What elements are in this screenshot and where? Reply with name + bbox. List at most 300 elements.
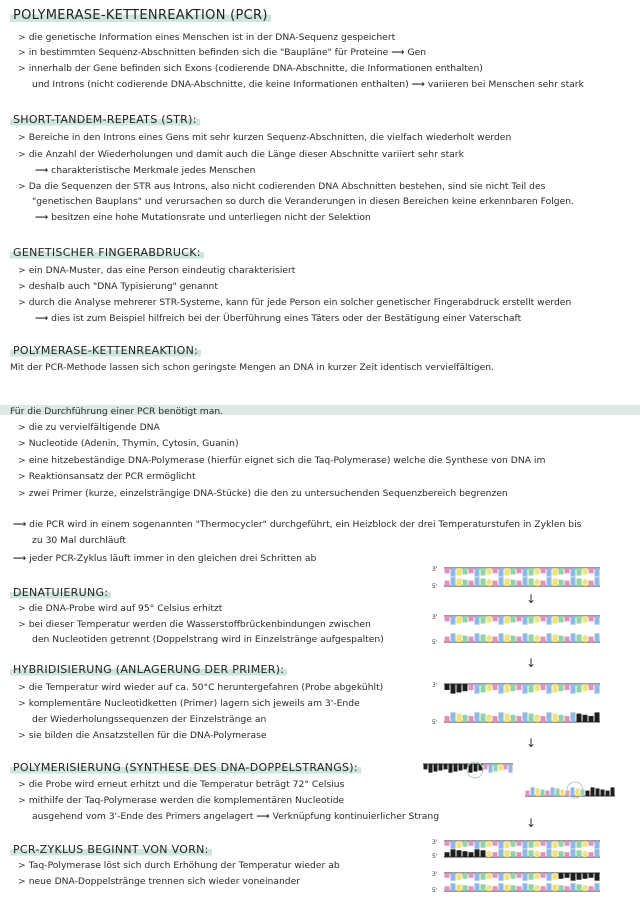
nucleotide-bar (469, 886, 474, 891)
list-item: > in bestimmten Sequenz-Abschnitten befinden sich die "Baupläne" für Proteine ⟶ Gen (18, 47, 427, 58)
nucleotide-bar (445, 637, 450, 642)
nucleotide-bar (565, 852, 570, 857)
nucleotide-bar (499, 883, 504, 891)
nucleotide-bar (595, 568, 600, 577)
nucleotide-bar (565, 684, 570, 690)
nucleotide-bar (546, 791, 550, 796)
nucleotide-bar (523, 849, 528, 857)
nucleotide-bar (553, 841, 558, 848)
nucleotide-bar (523, 568, 528, 577)
nucleotide-bar (517, 616, 522, 621)
nucleotide-bar (535, 873, 540, 879)
nucleotide-bar (547, 684, 552, 694)
list-item: > Taq-Polymerase löst sich durch Erhöhung der Temperatur wieder ab (18, 860, 340, 871)
nucleotide-bar (589, 841, 594, 846)
strand-end-label: 3' (432, 566, 438, 573)
nucleotide-bar (469, 637, 474, 642)
nucleotide-bar (445, 581, 450, 586)
nucleotide-bar (583, 616, 588, 622)
nucleotide-bar (487, 841, 492, 847)
nucleotide-bar (481, 634, 486, 642)
nucleotide-bar (463, 851, 468, 857)
nucleotide-bar (535, 636, 540, 642)
nucleotide-bar (474, 764, 478, 772)
nucleotide-bar (541, 568, 546, 573)
nucleotide-bar (487, 885, 492, 891)
nucleotide-bar (511, 841, 516, 847)
nucleotide-bar (517, 873, 522, 878)
nucleotide-bar (583, 684, 588, 691)
nucleotide-bar (451, 616, 456, 625)
arrow-right-icon: ⟶ (256, 811, 270, 822)
nucleotide-bar (553, 568, 558, 576)
nucleotide-bar (583, 841, 588, 847)
list-item: > Bereiche in den Introns eines Gens mit sehr kurzen Sequenz-Abschnitten, die vielfach wiederholt werden (18, 132, 512, 143)
nucleotide-bar (469, 852, 474, 857)
list-item: > die genetische Information eines Menschen ist in der DNA-Sequenz gespeichert (18, 32, 396, 43)
nucleotide-bar (565, 637, 570, 642)
nucleotide-bar (451, 577, 456, 586)
nucleotide-bar (454, 764, 458, 772)
nucleotide-bar (559, 568, 564, 574)
strand-end-label: 5' (432, 853, 438, 860)
nucleotide-bar (541, 637, 546, 642)
list-item: > sie bilden die Ansatzstellen für die DNA-Polymerase (18, 730, 267, 741)
nucleotide-bar (479, 764, 483, 770)
nucleotide-bar (565, 581, 570, 586)
nucleotide-bar (523, 577, 528, 586)
nucleotide-bar (481, 884, 486, 891)
nucleotide-bar (529, 841, 534, 848)
nucleotide-bar (505, 873, 510, 880)
nucleotide-bar (583, 885, 588, 891)
nucleotide-bar (463, 580, 468, 586)
strand-end-label: 3' (432, 871, 438, 878)
nucleotide-bar (553, 684, 558, 692)
nucleotide-bar (457, 684, 462, 692)
page-title: POLYMERASE-KETTENREAKTION (PCR) (10, 8, 271, 23)
nucleotide-bar (499, 568, 504, 577)
arrow-down-icon: ↓ (526, 816, 537, 830)
nucleotide-bar (541, 873, 546, 878)
nucleotide-bar (457, 568, 462, 576)
nucleotide-bar (553, 873, 558, 880)
nucleotide-bar (529, 714, 534, 722)
nucleotide-bar (511, 873, 516, 879)
nucleotide-bar (475, 568, 480, 577)
nucleotide-bar (487, 616, 492, 622)
nucleotide-bar (547, 577, 552, 586)
nucleotide-bar (559, 616, 564, 622)
nucleotide-bar (439, 764, 443, 770)
nucleotide-bar (463, 841, 468, 847)
nucleotide-bar (596, 788, 600, 796)
nucleotide-bar (517, 568, 522, 573)
nucleotide-bar (487, 851, 492, 857)
nucleotide-bar (601, 790, 605, 796)
list-item: ⟶ charakteristische Merkmale jedes Menschen (35, 165, 256, 176)
nucleotide-bar (463, 684, 468, 691)
nucleotide-bar (559, 684, 564, 691)
arrow-right-icon: ⟶ (13, 519, 27, 530)
nucleotide-bar (517, 886, 522, 891)
strand-end-label: 3' (432, 614, 438, 621)
dna-primer-illustration (430, 680, 630, 726)
nucleotide-bar (541, 841, 546, 846)
nucleotide-bar (493, 886, 498, 891)
nucleotide-bar (553, 634, 558, 642)
nucleotide-bar (493, 581, 498, 586)
nucleotide-bar (529, 568, 534, 576)
nucleotide-bar (517, 852, 522, 857)
list-item: der Wiederholungssequenzen der Einzelstränge an (32, 714, 267, 725)
nucleotide-bar (553, 714, 558, 722)
strand-end-label: 5' (432, 583, 438, 590)
nucleotide-bar (535, 616, 540, 622)
list-item: "genetischen Bauplans" und verursachen so durch die Veranderungen in diesen Bereichen keine erkennbaren Folgen. (32, 196, 575, 207)
nucleotide-bar (565, 716, 570, 722)
nucleotide-bar (559, 885, 564, 891)
list-item: > eine hitzebeständige DNA-Polymerase (hierfür eignet sich die Taq-Polymerase) welche die Synthese von DNA im (18, 455, 546, 466)
section-heading: GENETISCHER FINGERABDRUCK: (10, 246, 204, 259)
nucleotide-bar (457, 884, 462, 891)
nucleotide-bar (499, 577, 504, 586)
nucleotide-bar (463, 636, 468, 642)
nucleotide-bar (591, 787, 595, 796)
nucleotide-bar (475, 712, 480, 722)
list-item: ⟶ dies ist zum Beispiel hilfreich bei der Überführung eines Täters oder der Bestätigung einer Vaterschaft (35, 313, 522, 324)
list-item: > komplementäre Nucleotidketten (Primer) lagern sich jeweils am 3'-Ende (18, 698, 360, 709)
nucleotide-bar (571, 712, 576, 722)
nucleotide-bar (559, 636, 564, 642)
arrow-right-icon: ⟶ (411, 79, 425, 90)
nucleotide-bar (551, 787, 555, 796)
nucleotide-bar (494, 764, 498, 772)
nucleotide-bar (523, 712, 528, 722)
nucleotide-bar (449, 764, 453, 773)
list-item: > Da die Sequenzen der STR aus Introns, also nicht codierenden DNA Abschnitten bestehen, sind sie nicht Teil des (18, 181, 546, 192)
nucleotide-bar (571, 684, 576, 694)
nucleotide-bar (595, 633, 600, 642)
list-item: ⟶ die PCR wird in einem sogenannten "Thermocycler" durchgeführt, ein Heizblock der drei Temperaturstufen in Zyklen bis (13, 519, 582, 530)
nucleotide-bar (481, 616, 486, 624)
nucleotide-bar (493, 568, 498, 573)
nucleotide-bar (481, 568, 486, 576)
nucleotide-bar (475, 577, 480, 586)
nucleotide-bar (469, 873, 474, 878)
nucleotide-bar (571, 616, 576, 625)
nucleotide-bar (499, 841, 504, 849)
nucleotide-bar (547, 849, 552, 857)
list-item: zu 30 Mal durchläuft (32, 535, 126, 546)
arrow-right-icon: ⟶ (35, 165, 49, 176)
nucleotide-bar (523, 684, 528, 694)
nucleotide-bar (541, 852, 546, 857)
nucleotide-bar (571, 787, 575, 796)
nucleotide-bar (523, 873, 528, 881)
nucleotide-bar (504, 764, 508, 769)
nucleotide-bar (589, 716, 594, 722)
nucleotide-bar (565, 568, 570, 573)
nucleotide-bar (487, 684, 492, 691)
nucleotide-bar (493, 852, 498, 857)
nucleotide-bar (505, 684, 510, 692)
nucleotide-bar (583, 873, 588, 879)
nucleotide-bar (451, 568, 456, 577)
nucleotide-bar (571, 577, 576, 586)
nucleotide-bar (577, 714, 582, 722)
nucleotide-bar (469, 581, 474, 586)
dna-single-strands-illustration (430, 612, 630, 646)
nucleotide-bar (577, 616, 582, 624)
nucleotide-bar (589, 873, 594, 878)
nucleotide-bar (589, 852, 594, 857)
nucleotide-bar (589, 637, 594, 642)
nucleotide-bar (571, 873, 576, 881)
nucleotide-bar (577, 568, 582, 576)
nucleotide-bar (523, 841, 528, 849)
nucleotide-bar (463, 568, 468, 574)
nucleotide-bar (529, 634, 534, 642)
nucleotide-bar (505, 884, 510, 891)
nucleotide-bar (487, 568, 492, 574)
nucleotide-bar (499, 616, 504, 625)
nucleotide-bar (553, 850, 558, 857)
nucleotide-bar (595, 684, 600, 694)
nucleotide-bar (531, 787, 535, 796)
nucleotide-bar (509, 764, 513, 773)
nucleotide-bar (526, 791, 530, 796)
nucleotide-bar (595, 577, 600, 586)
nucleotide-bar (559, 715, 564, 722)
nucleotide-bar (481, 684, 486, 692)
nucleotide-bar (429, 764, 433, 773)
nucleotide-bar (487, 636, 492, 642)
nucleotide-bar (445, 616, 450, 621)
nucleotide-bar (493, 637, 498, 642)
strand-end-label: 5' (432, 719, 438, 726)
nucleotide-bar (583, 580, 588, 586)
list-item: > ein DNA-Muster, das eine Person eindeutig charakterisiert (18, 265, 296, 276)
nucleotide-bar (511, 715, 516, 722)
arrow-right-icon: ⟶ (35, 313, 49, 324)
list-item: > die zu vervielfältigende DNA (18, 422, 160, 433)
nucleotide-bar (451, 873, 456, 881)
nucleotide-bar (469, 716, 474, 722)
section-heading: POLYMERASE-KETTENREAKTION: (10, 344, 201, 357)
nucleotide-bar (505, 616, 510, 624)
nucleotide-bar (541, 716, 546, 722)
nucleotide-bar (499, 684, 504, 694)
nucleotide-bar (499, 873, 504, 881)
nucleotide-bar (535, 841, 540, 847)
nucleotide-bar (529, 884, 534, 891)
nucleotide-bar (559, 841, 564, 847)
nucleotide-bar (589, 684, 594, 690)
nucleotide-bar (595, 616, 600, 625)
list-item: und Introns (nicht codierende DNA-Abschnitte, die keine Informationen enthalten) ⟶ variieren bei Menschen sehr stark (32, 79, 584, 90)
nucleotide-bar (457, 850, 462, 857)
nucleotide-bar (517, 684, 522, 690)
list-item: > durch die Analyse mehrerer STR-Systeme, kann für jede Person ein solcher genetischer Fingerabdruck erstellt werden (18, 297, 572, 308)
strand-end-label: 5' (432, 639, 438, 646)
arrow-right-icon: ⟶ (35, 212, 49, 223)
nucleotide-bar (535, 715, 540, 722)
nucleotide-bar (547, 712, 552, 722)
nucleotide-bar (556, 788, 560, 796)
nucleotide-bar (595, 873, 600, 881)
nucleotide-bar (444, 764, 448, 769)
nucleotide-bar (535, 885, 540, 891)
step-heading: DENATUIERUNG: (10, 586, 111, 599)
nucleotide-bar (493, 873, 498, 878)
nucleotide-bar (511, 568, 516, 574)
nucleotide-bar (541, 886, 546, 891)
nucleotide-bar (553, 884, 558, 891)
nucleotide-bar (445, 873, 450, 878)
nucleotide-bar (565, 616, 570, 621)
nucleotide-bar (499, 633, 504, 642)
nucleotide-bar (571, 568, 576, 577)
paragraph: Mit der PCR-Methode lassen sich schon geringste Mengen an DNA in kurzer Zeit identisch vervielfältigen. (10, 362, 494, 373)
section-heading: SHORT-TANDEM-REPEATS (STR): (10, 113, 200, 126)
nucleotide-bar (493, 684, 498, 690)
strand-end-label: 3' (432, 682, 438, 689)
nucleotide-bar (523, 633, 528, 642)
nucleotide-bar (475, 616, 480, 625)
nucleotide-bar (547, 883, 552, 891)
nucleotide-bar (589, 581, 594, 586)
nucleotide-bar (559, 580, 564, 586)
nucleotide-bar (511, 616, 516, 622)
nucleotide-bar (451, 841, 456, 849)
nucleotide-bar (481, 841, 486, 848)
nucleotide-bar (463, 873, 468, 879)
nucleotide-bar (547, 633, 552, 642)
nucleotide-bar (595, 841, 600, 849)
nucleotide-bar (493, 616, 498, 621)
nucleotide-bar (475, 883, 480, 891)
nucleotide-bar (523, 616, 528, 625)
nucleotide-bar (529, 578, 534, 586)
nucleotide-bar (589, 568, 594, 573)
nucleotide-bar (457, 634, 462, 642)
nucleotide-bar (565, 841, 570, 846)
list-item: > mithilfe der Taq-Polymerase werden die komplementären Nucleotide (18, 795, 345, 806)
nucleotide-bar (541, 581, 546, 586)
nucleotide-bar (517, 841, 522, 846)
step-heading: POLYMERISIERUNG (SYNTHESE DES DNA-DOPPELSTRANGS): (10, 761, 361, 774)
nucleotide-bar (511, 885, 516, 891)
list-item: > die Temperatur wird wieder auf ca. 50°C heruntergefahren (Probe abgekühlt) (18, 682, 384, 693)
nucleotide-bar (583, 568, 588, 574)
nucleotide-bar (517, 637, 522, 642)
nucleotide-bar (595, 712, 600, 722)
nucleotide-bar (487, 715, 492, 722)
nucleotide-bar (606, 791, 610, 796)
list-item: > bei dieser Temperatur werden die Wasserstoffbrückenbindungen zwischen (18, 619, 371, 630)
nucleotide-bar (547, 873, 552, 881)
arrow-right-icon: ⟶ (391, 47, 405, 58)
nucleotide-bar (493, 841, 498, 846)
nucleotide-bar (475, 841, 480, 849)
nucleotide-bar (505, 578, 510, 586)
list-item: ⟶ jeder PCR-Zyklus läuft immer in den gleichen drei Schritten ab (13, 553, 317, 564)
arrow-down-icon: ↓ (526, 656, 537, 670)
nucleotide-bar (529, 616, 534, 624)
nucleotide-bar (445, 568, 450, 573)
nucleotide-bar (561, 790, 565, 796)
list-item: > die Anzahl der Wiederholungen und damit auch die Länge dieser Abschnitte variiert sehr stark (18, 149, 464, 160)
list-item: > neue DNA-Doppelstränge trennen sich wieder voneinander (18, 876, 301, 887)
list-item: ⟶ besitzen eine hohe Mutationsrate und unterliegen nicht der Selektion (35, 212, 371, 223)
nucleotide-bar (463, 715, 468, 722)
nucleotide-bar (499, 712, 504, 722)
nucleotide-bar (487, 580, 492, 586)
list-item: > Nucleotide (Adenin, Thymin, Cytosin, Guanin) (18, 438, 239, 449)
dna-polymerisation-illustration (415, 758, 637, 804)
nucleotide-bar (457, 578, 462, 586)
nucleotide-bar (541, 616, 546, 621)
nucleotide-bar (451, 849, 456, 857)
list-item: den Nucleotiden getrennt (Doppelstrang wird in Einzelstränge aufgespalten) (32, 634, 384, 645)
nucleotide-bar (517, 716, 522, 722)
nucleotide-bar (451, 883, 456, 891)
nucleotide-bar (589, 616, 594, 621)
list-item: > Reaktionsansatz der PCR ermöglicht (18, 471, 196, 482)
nucleotide-bar (529, 684, 534, 692)
nucleotide-bar (529, 850, 534, 857)
nucleotide-bar (481, 850, 486, 857)
nucleotide-bar (469, 684, 474, 690)
nucleotide-bar (586, 791, 590, 796)
nucleotide-bar (445, 684, 450, 690)
nucleotide-bar (463, 885, 468, 891)
strand-end-label: 5' (432, 887, 438, 894)
nucleotide-bar (459, 764, 463, 770)
nucleotide-bar (445, 886, 450, 891)
nucleotide-bar (511, 684, 516, 691)
list-item: > deshalb auch "DNA Typisierung" genannt (18, 281, 218, 292)
arrow-down-icon: ↓ (526, 592, 537, 606)
nucleotide-bar (505, 568, 510, 576)
strand-end-label: 3' (432, 839, 438, 846)
list-item: > innerhalb der Gene befinden sich Exons (codierende DNA-Abschnitte, die Informationen enthalten) (18, 63, 483, 74)
dna-new-strands-illustration (430, 838, 630, 898)
nucleotide-bar (577, 884, 582, 891)
nucleotide-bar (577, 850, 582, 857)
list-item: > zwei Primer (kurze, einzelsträngige DNA-Stücke) die den zu untersuchenden Sequenzbereich begrenzen (18, 488, 508, 499)
nucleotide-bar (535, 568, 540, 574)
nucleotide-bar (499, 764, 503, 770)
nucleotide-bar (457, 714, 462, 722)
nucleotide-bar (559, 873, 564, 879)
nucleotide-bar (547, 616, 552, 625)
nucleotide-bar (511, 636, 516, 642)
nucleotide-bar (541, 790, 545, 796)
nucleotide-bar (481, 873, 486, 880)
nucleotide-bar (475, 849, 480, 857)
nucleotide-bar (457, 841, 462, 848)
nucleotide-bar (565, 886, 570, 891)
nucleotide-bar (583, 636, 588, 642)
nucleotide-bar (469, 841, 474, 846)
list-item: ausgehend vom 3'-Ende des Primers angelagert ⟶ Verknüpfung kontinuierlicher Strang (32, 811, 440, 822)
nucleotide-bar (523, 883, 528, 891)
nucleotide-bar (475, 684, 480, 694)
nucleotide-bar (547, 841, 552, 849)
nucleotide-bar (434, 764, 438, 772)
